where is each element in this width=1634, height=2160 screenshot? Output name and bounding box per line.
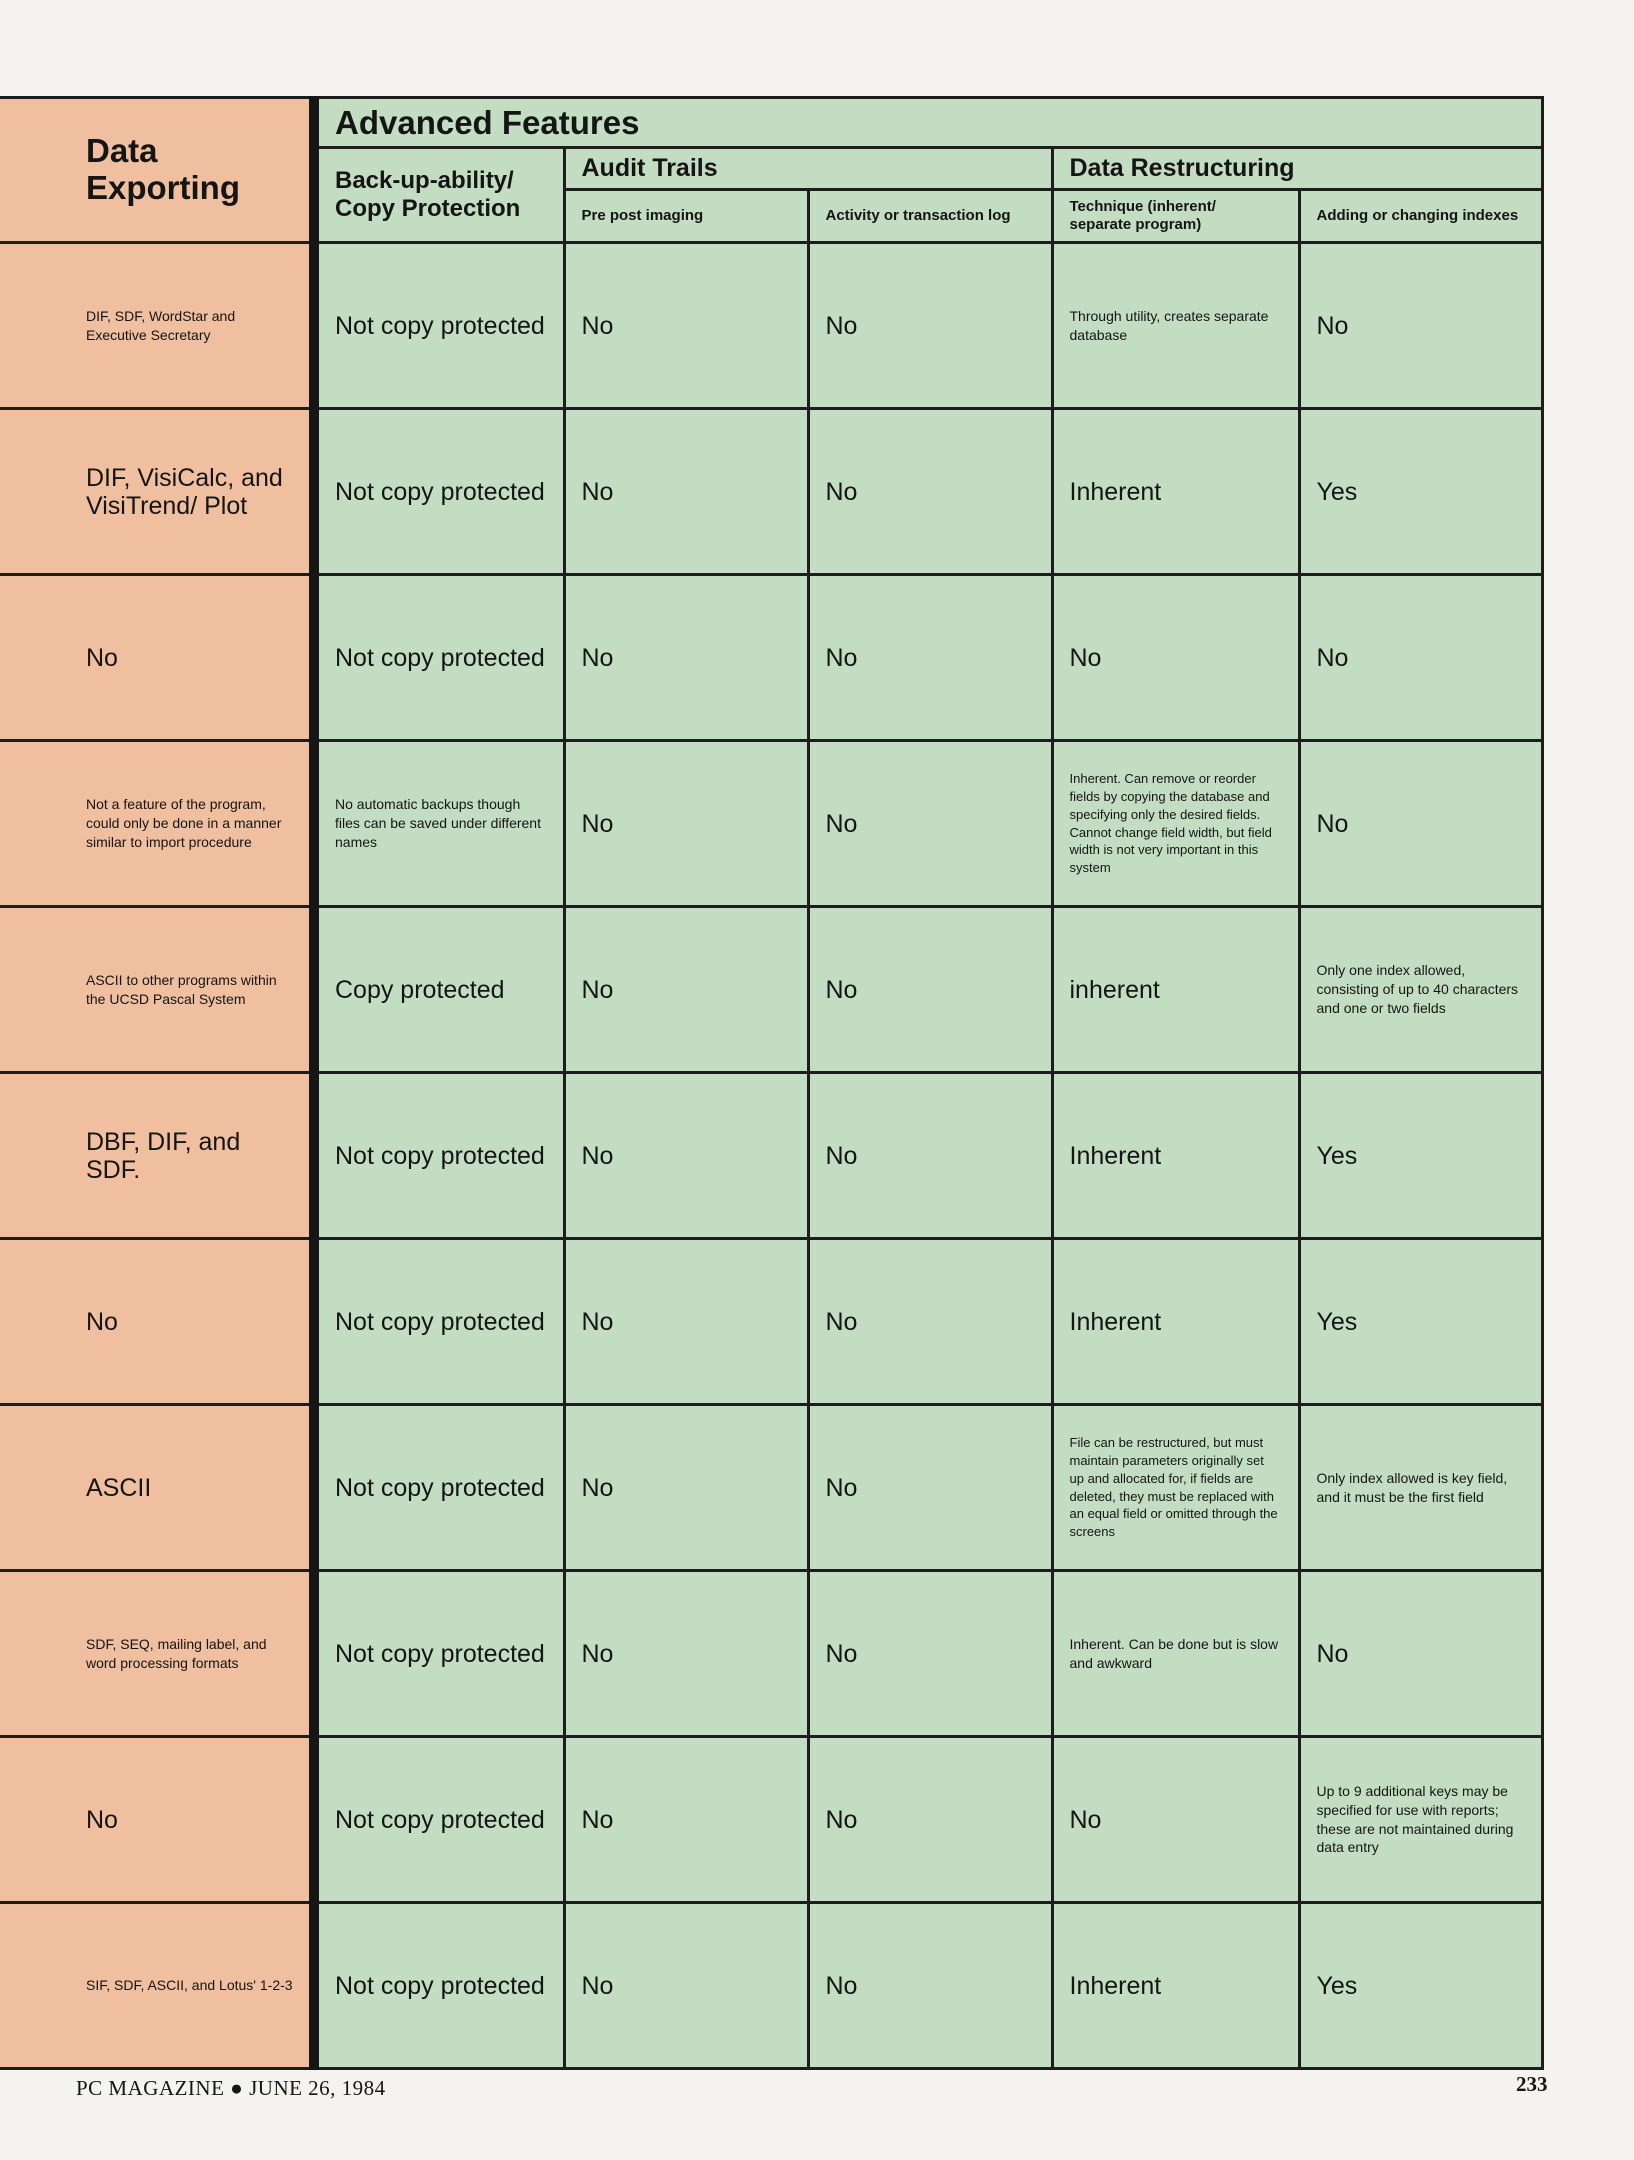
pre-post-imaging-cell: No (564, 907, 808, 1073)
technique-cell: Inherent (1052, 1073, 1299, 1239)
pre-post-imaging-cell: No (564, 741, 808, 907)
audit-trails-header: Audit Trails (564, 148, 1052, 190)
indexes-cell: Only index allowed is key field, and it must be the first field (1299, 1405, 1542, 1571)
pre-post-imaging-header: Pre post imaging (564, 190, 808, 243)
technique-cell: Inherent (1052, 409, 1299, 575)
backup-cell: Not copy protected (314, 575, 564, 741)
activity-log-cell: No (808, 409, 1052, 575)
activity-log-cell: No (808, 1405, 1052, 1571)
activity-log-cell: No (808, 1737, 1052, 1903)
table-row (0, 1737, 1542, 1903)
technique-cell: Inherent (1052, 1903, 1299, 2069)
indexes-cell: Yes (1299, 1239, 1542, 1405)
indexes-cell: No (1299, 243, 1542, 409)
technique-cell: inherent (1052, 907, 1299, 1073)
activity-log-cell: No (808, 1903, 1052, 2069)
data-exporting-cell: ASCII to other programs within the UCSD Pascal System (0, 907, 314, 1073)
data-exporting-cell: DBF, DIF, and SDF. (0, 1073, 314, 1239)
table-row (0, 575, 1542, 741)
data-exporting-cell: SDF, SEQ, mailing label, and word processing formats (0, 1571, 314, 1737)
technique-cell: Inherent. Can be done but is slow and awkward (1052, 1571, 1299, 1737)
pre-post-imaging-cell: No (564, 243, 808, 409)
indexes-cell: Yes (1299, 1073, 1542, 1239)
technique-cell: No (1052, 575, 1299, 741)
data-restructuring-header: Data Restructuring (1052, 148, 1542, 190)
indexes-cell: Only one index allowed, consisting of up to 40 characters and one or two fields (1299, 907, 1542, 1073)
backup-cell: Not copy protected (314, 1903, 564, 2069)
page-number: 233 (1516, 2072, 1548, 2096)
advanced-features-header: Advanced Features (314, 98, 1542, 148)
backup-cell: No automatic backups though files can be saved under different names (314, 741, 564, 907)
backup-cell: Not copy protected (314, 243, 564, 409)
indexes-cell: No (1299, 575, 1542, 741)
activity-log-cell: No (808, 1571, 1052, 1737)
data-exporting-cell: ASCII (0, 1405, 314, 1571)
indexes-cell: Yes (1299, 409, 1542, 575)
data-exporting-cell: No (0, 1239, 314, 1405)
pre-post-imaging-cell: No (564, 575, 808, 741)
backup-cell: Not copy protected (314, 1405, 564, 1571)
backup-cell: Not copy protected (314, 409, 564, 575)
activity-log-cell: No (808, 741, 1052, 907)
table-row (0, 1405, 1542, 1571)
backup-cell: Not copy protected (314, 1073, 564, 1239)
activity-log-cell: No (808, 1239, 1052, 1405)
pre-post-imaging-cell: No (564, 409, 808, 575)
table-row (0, 1571, 1542, 1737)
table-row (0, 409, 1542, 575)
table-row (0, 907, 1542, 1073)
header-row-title (0, 98, 1542, 148)
activity-log-header: Activity or transaction log (808, 190, 1052, 243)
indexes-cell: Yes (1299, 1903, 1542, 2069)
technique-cell: File can be restructured, but must maintain parameters originally set up and allocated for, if fields are deleted, they must be replaced with an equal field or omitted through the screens (1052, 1405, 1299, 1571)
backup-header: Back-up-ability/ Copy Protection (314, 148, 564, 243)
activity-log-cell: No (808, 1073, 1052, 1239)
backup-cell: Not copy protected (314, 1571, 564, 1737)
pre-post-imaging-cell: No (564, 1405, 808, 1571)
comparison-table (0, 96, 1544, 2070)
pre-post-imaging-cell: No (564, 1073, 808, 1239)
activity-log-cell: No (808, 907, 1052, 1073)
activity-log-cell: No (808, 243, 1052, 409)
technique-header: Technique (inherent/ separate program) (1052, 190, 1299, 243)
pre-post-imaging-cell: No (564, 1737, 808, 1903)
pre-post-imaging-cell: No (564, 1571, 808, 1737)
technique-cell: Through utility, creates separate database (1052, 243, 1299, 409)
table-row (0, 1903, 1542, 2069)
data-exporting-cell: No (0, 575, 314, 741)
data-exporting-cell: Not a feature of the program, could only be done in a manner similar to import procedure (0, 741, 314, 907)
indexes-cell: No (1299, 741, 1542, 907)
data-exporting-cell: DIF, VisiCalc, and VisiTrend/ Plot (0, 409, 314, 575)
table-row (0, 1073, 1542, 1239)
data-exporting-cell: No (0, 1737, 314, 1903)
data-exporting-cell: DIF, SDF, WordStar and Executive Secretary (0, 243, 314, 409)
backup-cell: Not copy protected (314, 1737, 564, 1903)
indexes-cell: Up to 9 additional keys may be specified for use with reports; these are not maintained during data entry (1299, 1737, 1542, 1903)
data-exporting-cell: SIF, SDF, ASCII, and Lotus' 1-2-3 (0, 1903, 314, 2069)
backup-cell: Not copy protected (314, 1239, 564, 1405)
footer-publication: PC MAGAZINE ● JUNE 26, 1984 (76, 2076, 386, 2100)
table-row (0, 741, 1542, 907)
technique-cell: Inherent. Can remove or reorder fields by copying the database and specifying only the desired fields. Cannot change field width, but field width is not very important in this system (1052, 741, 1299, 907)
activity-log-cell: No (808, 575, 1052, 741)
indexes-cell: No (1299, 1571, 1542, 1737)
pre-post-imaging-cell: No (564, 1239, 808, 1405)
pre-post-imaging-cell: No (564, 1903, 808, 2069)
table-row (0, 1239, 1542, 1405)
indexes-header: Adding or changing indexes (1299, 190, 1542, 243)
data-exporting-header: Data Exporting (0, 98, 314, 243)
backup-cell: Copy protected (314, 907, 564, 1073)
technique-cell: Inherent (1052, 1239, 1299, 1405)
table-row (0, 243, 1542, 409)
technique-cell: No (1052, 1737, 1299, 1903)
